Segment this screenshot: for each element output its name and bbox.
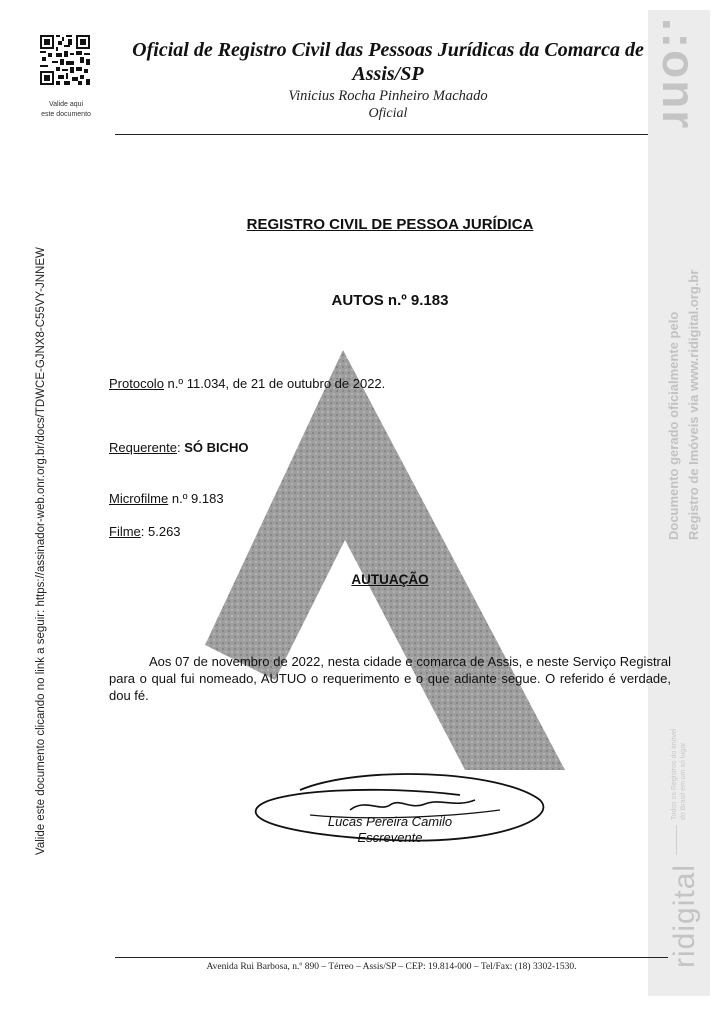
footer-address: Avenida Rui Barbosa, n.º 890 – Térreo – Assis/SP – CEP: 19.814-000 – Tel/Fax: (18) 3302-1530.	[206, 962, 577, 972]
validation-link-text[interactable]: Valide este documento clicando no link a seguir: https://assinador-web.onr.org.br/docs/TDWCE-GJNX8-C55VY-JNNEW	[35, 247, 47, 855]
filme-label: Filme	[109, 524, 141, 539]
qr-caption-line2: este documento	[41, 111, 91, 118]
microfilme-label: Microfilme	[109, 491, 169, 506]
ridigital-tagline-line2: do Brasil em um só lugar	[680, 742, 687, 820]
watermark-a-logo	[165, 345, 585, 775]
officer-name: Vinicius Rocha Pinheiro Machado	[288, 88, 488, 104]
requerente-sep: :	[176, 440, 185, 455]
protocolo-value: n.º 11.034, de 21 de outubro de 2022.	[163, 376, 386, 391]
section-title-autuacao: AUTUAÇÃO	[351, 572, 429, 587]
autuacao-paragraph: Aos 07 de novembro de 2022, nesta cidade e comarca de Assis, e neste Serviço Registral para o qual fui nomeado, AUTUO o requerimento e o que adiante segue. O referido é verdade, dou fé.	[109, 654, 671, 703]
qr-caption	[30, 100, 102, 120]
strip-text-line2: Registro de Imóveis via www.ridigital.org.br	[686, 269, 701, 540]
strip-official-text	[664, 240, 704, 540]
qr-code-graphic	[40, 35, 90, 85]
strip-text-line1: Documento gerado oficialmente pelo	[666, 311, 681, 540]
document-title: REGISTRO CIVIL DE PESSOA JURÍDICA	[246, 216, 534, 233]
protocolo-line	[109, 376, 385, 391]
registry-office-title: Oficial de Registro Civil das Pessoas Jurídicas da Comarca de Assis/SP	[132, 39, 644, 85]
ridigital-logo: ridigital	[668, 863, 701, 968]
filme-line	[109, 524, 181, 539]
signer-role: Escrevente	[357, 830, 423, 845]
ridigital-tagline	[670, 620, 688, 820]
footer-divider	[115, 957, 668, 958]
qr-code[interactable]	[40, 35, 90, 85]
qr-caption-line1: Valide aqui	[48, 101, 84, 108]
autos-number: AUTOS n.º 9.183	[331, 292, 449, 309]
filme-value: : 5.263	[140, 524, 181, 539]
strip-separator	[676, 825, 677, 855]
signer-name: Lucas Pereira Camilo	[327, 814, 453, 829]
header-divider	[115, 134, 668, 135]
microfilme-line	[109, 491, 224, 506]
ridigital-tagline-line1: Todos os Registros do imóvel	[671, 728, 678, 820]
requerente-label: Requerente	[109, 440, 177, 455]
requerente-line	[109, 440, 248, 455]
officer-role: Oficial	[368, 106, 408, 121]
onr-logo: .:onr	[653, 18, 705, 131]
microfilme-value: n.º 9.183	[168, 491, 224, 506]
protocolo-label: Protocolo	[109, 376, 164, 391]
requerente-value: SÓ BICHO	[184, 440, 249, 455]
